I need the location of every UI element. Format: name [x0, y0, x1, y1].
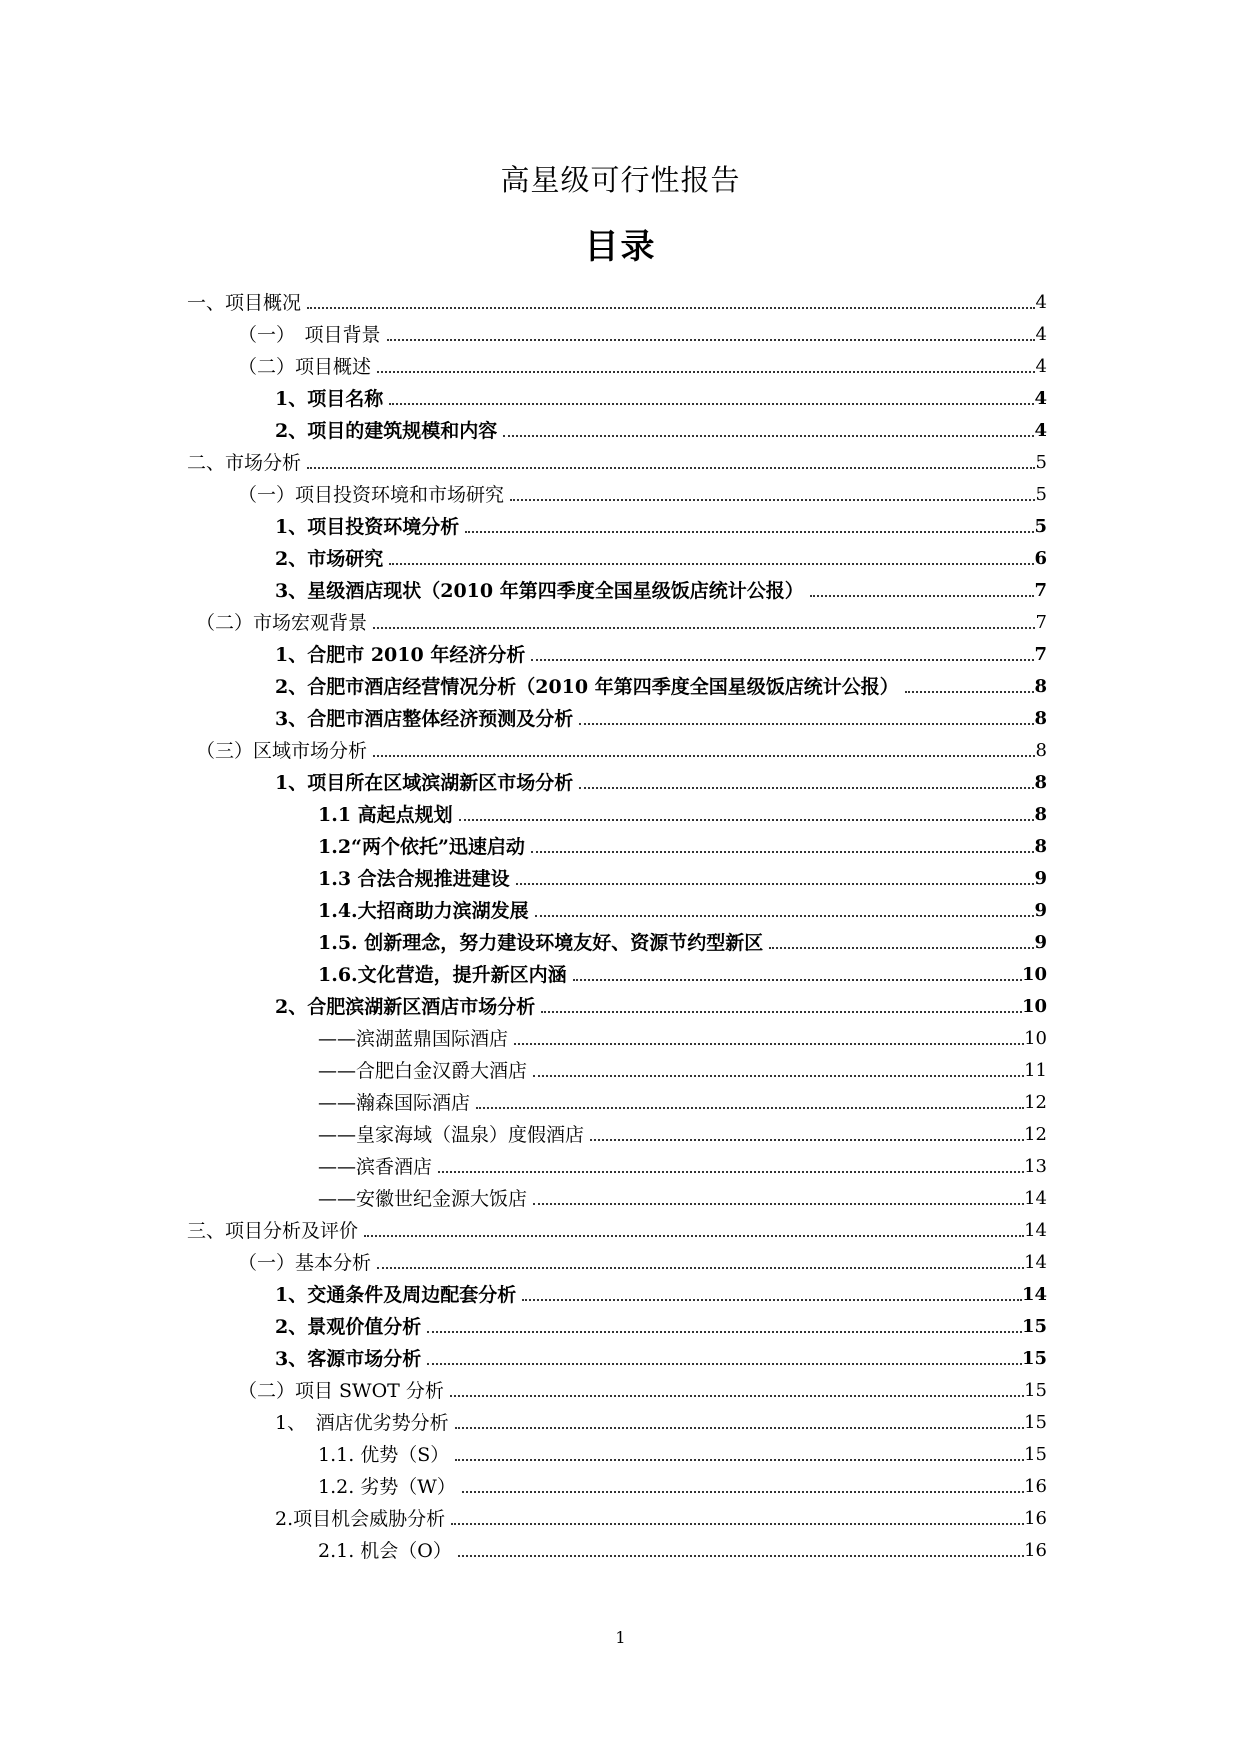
toc-leader	[455, 1459, 1024, 1461]
toc-entry-label: 2、项目的建筑规模和内容	[275, 420, 498, 442]
toc-entry[interactable]	[275, 411, 1047, 443]
toc-leader	[573, 979, 1022, 981]
toc-entry[interactable]	[318, 1531, 1047, 1563]
toc-entry[interactable]	[238, 1371, 1047, 1403]
toc-entry-label: ——瀚森国际酒店	[318, 1092, 471, 1114]
toc-entry-page: 12	[1024, 1092, 1047, 1113]
toc-leader	[307, 307, 1035, 309]
toc-leader	[451, 1523, 1024, 1525]
toc-entry-label: （一） 项目背景	[238, 324, 381, 346]
toc-entry[interactable]	[275, 1499, 1047, 1531]
toc-entry-label: 1、项目名称	[275, 388, 384, 410]
toc-entry-page: 7	[1035, 612, 1047, 633]
toc-leader	[389, 403, 1034, 405]
toc-entry-label: 1.6.文化营造，提升新区内涵	[318, 964, 567, 986]
toc-entry-page: 5	[1035, 484, 1047, 505]
toc-leader	[389, 563, 1034, 565]
toc-leader	[377, 371, 1035, 373]
toc-entry-label: 3、客源市场分析	[275, 1348, 422, 1370]
toc-entry-page: 11	[1024, 1060, 1047, 1081]
toc-entry-label: 1.1. 优势（S）	[318, 1444, 450, 1466]
toc-entry-label: （二）项目概述	[238, 356, 372, 378]
toc-leader	[373, 755, 1035, 757]
toc-entry[interactable]	[318, 827, 1047, 859]
toc-leader	[465, 531, 1034, 533]
toc-entry-page: 4	[1034, 388, 1047, 409]
toc-entry[interactable]	[238, 1243, 1047, 1275]
toc-entry-label: 1、项目投资环境分析	[275, 516, 460, 538]
toc-entry-page: 14	[1024, 1188, 1047, 1209]
toc-entry-label: 二、市场分析	[187, 452, 302, 474]
toc-entry-label: 三、项目分析及评价	[187, 1220, 359, 1242]
toc-entry[interactable]	[275, 1275, 1047, 1307]
toc-entry[interactable]	[275, 539, 1047, 571]
toc-entry-page: 4	[1035, 356, 1047, 377]
toc-entry[interactable]	[318, 923, 1047, 955]
toc-leader	[533, 1203, 1024, 1205]
toc-entry-label: 1、项目所在区域滨湖新区市场分析	[275, 772, 574, 794]
toc-entry-label: 2、景观价值分析	[275, 1316, 422, 1338]
toc-entry[interactable]	[318, 1467, 1047, 1499]
toc-entry-page: 9	[1034, 932, 1047, 953]
toc-entry-page: 15	[1024, 1444, 1047, 1465]
toc-entry-page: 16	[1024, 1476, 1047, 1497]
toc-entry-label: 1.2“两个依托”迅速启动	[318, 836, 525, 858]
toc-entry-label: 3、合肥市酒店整体经济预测及分析	[275, 708, 574, 730]
toc-entry-page: 4	[1035, 324, 1047, 345]
toc-entry-page: 9	[1034, 900, 1047, 921]
toc-entry-page: 4	[1034, 420, 1047, 441]
toc-leader	[373, 627, 1035, 629]
toc-entry-label: 1、 酒店优劣势分析	[275, 1412, 449, 1434]
toc-entry-label: 3、星级酒店现状（2010 年第四季度全国星级饭店统计公报）	[275, 580, 804, 602]
toc-entry-page: 8	[1034, 836, 1047, 857]
toc-entry-label: ——合肥白金汉爵大酒店	[318, 1060, 528, 1082]
document-title: 高星级可行性报告	[500, 163, 741, 197]
toc-entry-label: ——滨湖蓝鼎国际酒店	[318, 1028, 509, 1050]
toc-entry-label: 1.2. 劣势（W）	[318, 1476, 456, 1498]
toc-entry-label: （一）项目投资环境和市场研究	[238, 484, 505, 506]
toc-entry-label: （三）区域市场分析	[196, 740, 368, 762]
toc-entry[interactable]	[318, 1435, 1047, 1467]
toc-entry[interactable]	[187, 1211, 1047, 1243]
toc-leader	[377, 1267, 1024, 1269]
toc-entry[interactable]	[238, 315, 1047, 347]
toc-entry-label: 2.项目机会威胁分析	[275, 1508, 446, 1530]
toc-entry-page: 5	[1035, 452, 1047, 473]
toc-entry-label: 1.3 合法合规推进建设	[318, 868, 510, 890]
toc-entry-page: 7	[1034, 580, 1047, 601]
toc-entry[interactable]	[275, 699, 1047, 731]
toc-entry-page: 8	[1034, 708, 1047, 729]
toc-leader	[522, 1299, 1022, 1301]
toc-entry-label: 1.1 高起点规划	[318, 804, 453, 826]
toc-leader	[579, 787, 1034, 789]
toc-entry[interactable]	[318, 955, 1047, 987]
toc-leader	[535, 915, 1035, 917]
toc-entry-page: 14	[1021, 1284, 1047, 1305]
toc-leader	[455, 1427, 1025, 1429]
toc-leader	[516, 883, 1035, 885]
toc-entry[interactable]	[187, 283, 1047, 315]
toc-entry[interactable]	[318, 1019, 1047, 1051]
toc-leader	[531, 659, 1034, 661]
toc-entry[interactable]	[318, 1147, 1047, 1179]
toc-entry[interactable]	[275, 1403, 1047, 1435]
toc-entry-page: 8	[1034, 676, 1047, 697]
toc-leader	[459, 819, 1035, 821]
toc-entry-page: 8	[1034, 804, 1047, 825]
toc-entry[interactable]	[275, 571, 1047, 603]
toc-leader	[810, 595, 1035, 597]
toc-entry-page: 10	[1021, 996, 1047, 1017]
toc-entry[interactable]	[318, 1083, 1047, 1115]
toc-entry[interactable]	[275, 763, 1047, 795]
toc-leader	[531, 851, 1035, 853]
toc-leader	[450, 1395, 1024, 1397]
toc-leader	[579, 723, 1034, 725]
toc-entry-page: 15	[1021, 1316, 1047, 1337]
toc-leader	[458, 1555, 1024, 1557]
toc-entry-page: 8	[1034, 772, 1047, 793]
toc-entry-page: 16	[1024, 1508, 1047, 1529]
toc-entry[interactable]	[275, 379, 1047, 411]
toc-leader	[510, 499, 1035, 501]
toc-leader	[364, 1235, 1024, 1237]
toc-entry[interactable]	[318, 1179, 1047, 1211]
toc-entry-label: （一）基本分析	[238, 1252, 372, 1274]
toc-leader	[769, 947, 1034, 949]
toc-entry-label: 1.4.大招商助力滨湖发展	[318, 900, 529, 922]
toc-entry-page: 14	[1024, 1220, 1047, 1241]
toc-entry-page: 13	[1024, 1156, 1047, 1177]
toc-entry[interactable]	[196, 603, 1047, 635]
page-number: 1	[615, 1628, 626, 1647]
toc-entry-label: ——安徽世纪金源大饭店	[318, 1188, 528, 1210]
toc-entry-page: 10	[1021, 964, 1047, 985]
toc-entry[interactable]	[275, 987, 1047, 1019]
toc-entry-label: ——滨香酒店	[318, 1156, 433, 1178]
toc-entry-label: 2、合肥滨湖新区酒店市场分析	[275, 996, 536, 1018]
toc-entry[interactable]	[318, 859, 1047, 891]
toc-leader	[541, 1011, 1022, 1013]
toc-entry-label: 2、市场研究	[275, 548, 384, 570]
toc-entry-label: 2.1. 机会（O）	[318, 1540, 452, 1562]
toc-entry[interactable]	[187, 443, 1047, 475]
toc-leader	[590, 1139, 1024, 1141]
toc-leader	[307, 467, 1035, 469]
toc-entry[interactable]	[238, 347, 1047, 379]
toc-entry-page: 16	[1024, 1540, 1047, 1561]
toc-leader	[387, 339, 1035, 341]
toc-entry[interactable]	[196, 731, 1047, 763]
toc-entry-page: 4	[1035, 292, 1047, 313]
toc-leader	[427, 1331, 1022, 1333]
toc-leader	[905, 691, 1035, 693]
toc-entry[interactable]	[275, 667, 1047, 699]
toc-entry-page: 8	[1035, 740, 1047, 761]
toc-entry-label: 1、合肥市 2010 年经济分析	[275, 644, 526, 666]
toc-entry-label: （二）项目 SWOT 分析	[238, 1380, 444, 1402]
toc-entry[interactable]	[275, 507, 1047, 539]
toc-entry-label: 一、项目概况	[187, 292, 302, 314]
toc-entry[interactable]	[275, 1339, 1047, 1371]
toc-entry-label: 2、合肥市酒店经营情况分析（2010 年第四季度全国星级饭店统计公报）	[275, 676, 899, 698]
toc-entry-label: 1、交通条件及周边配套分析	[275, 1284, 517, 1306]
toc-entry-page: 15	[1024, 1380, 1047, 1401]
toc-leader	[438, 1171, 1024, 1173]
toc-entry-label: （二）市场宏观背景	[196, 612, 368, 634]
toc-entry-page: 7	[1034, 644, 1047, 665]
toc-entry-label: ——皇家海域（温泉）度假酒店	[318, 1124, 585, 1146]
toc-entry[interactable]	[275, 1307, 1047, 1339]
toc-entry-page: 12	[1024, 1124, 1047, 1145]
toc-leader	[476, 1107, 1024, 1109]
toc-entry-page: 5	[1034, 516, 1047, 537]
toc-leader	[427, 1363, 1022, 1365]
toc-leader	[462, 1491, 1024, 1493]
toc-entry[interactable]	[238, 475, 1047, 507]
toc-entry-page: 9	[1034, 868, 1047, 889]
toc-entry[interactable]	[318, 1051, 1047, 1083]
toc-leader	[514, 1043, 1024, 1045]
toc-entry[interactable]	[275, 635, 1047, 667]
toc-entry-label: 1.5. 创新理念，努力建设环境友好、资源节约型新区	[318, 932, 764, 954]
toc-entry-page: 6	[1034, 548, 1047, 569]
toc-leader	[503, 435, 1034, 437]
toc-entry-page: 10	[1024, 1028, 1047, 1049]
toc-entry[interactable]	[318, 795, 1047, 827]
toc-entry[interactable]	[318, 891, 1047, 923]
toc-entry-page: 15	[1024, 1412, 1047, 1433]
toc-entry[interactable]	[318, 1115, 1047, 1147]
toc-leader	[533, 1075, 1024, 1077]
toc-entry-page: 14	[1024, 1252, 1047, 1273]
toc-heading: 目录	[584, 227, 657, 267]
toc-entry-page: 15	[1021, 1348, 1047, 1369]
